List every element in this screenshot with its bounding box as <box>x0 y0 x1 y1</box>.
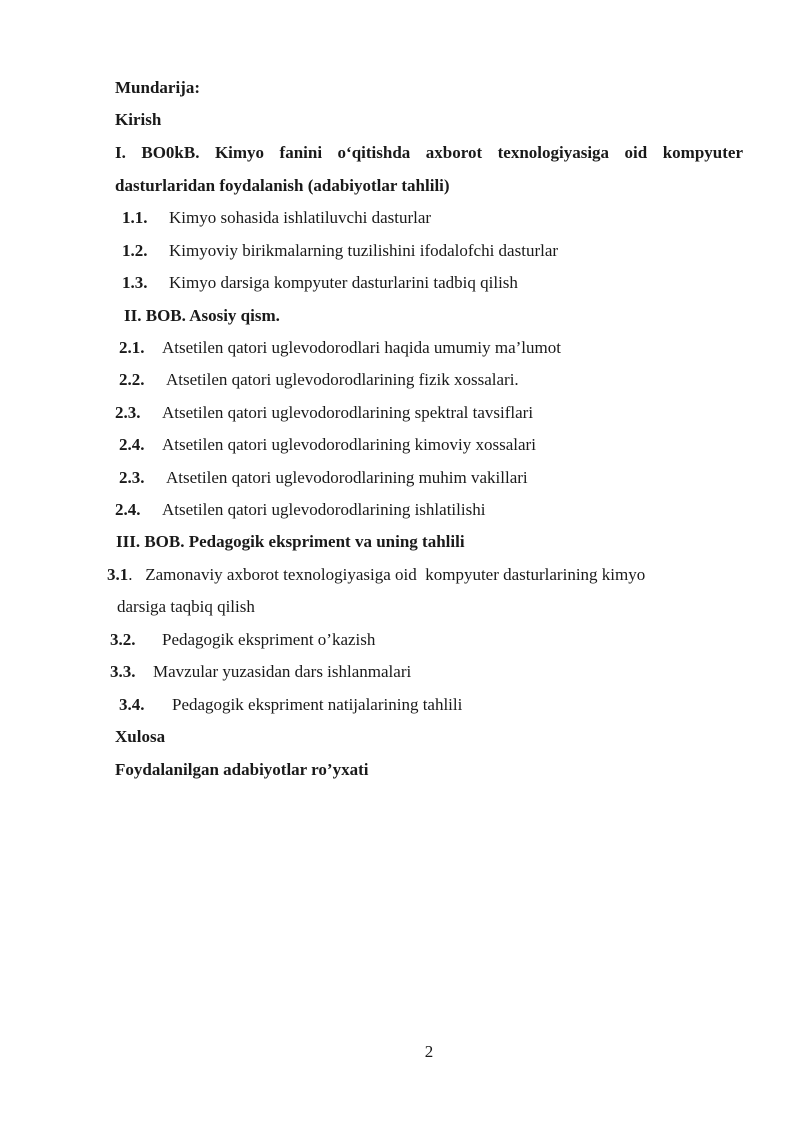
toc-item-1-3 <box>122 273 518 293</box>
toc-item-text: Kimyo sohasida ishlatiluvchi dasturlar <box>169 208 432 227</box>
toc-item-text: Atsetilen qatori uglevodorodlarining kimoviy xossalari <box>162 435 536 454</box>
toc-item-number: 2.4. <box>115 500 141 519</box>
toc-item-2-1 <box>119 338 561 358</box>
toc-intro: Kirish <box>115 110 162 129</box>
toc-item-number: 2.1. <box>119 338 145 357</box>
toc-references: Foydalanilgan adabiyotlar ro’yxati <box>115 760 369 779</box>
toc-item-text: . Zamonaviy axborot texnologiyasiga oid kompyuter dasturlarining kimyo <box>128 565 646 584</box>
toc-item-number: 3.4. <box>119 695 145 714</box>
toc-item-text: Atsetilen qatori uglevodorodlari haqida umumiy ma’lumot <box>162 338 561 357</box>
toc-conclusion: Xulosa <box>115 727 166 746</box>
chapter1-title-line2: dasturlaridan foydalanish (adabiyotlar tahlili) <box>115 176 450 195</box>
toc-item-text: Pedagogik ekspriment o’kazish <box>162 630 376 649</box>
toc-item-3-2 <box>110 630 375 650</box>
toc-item-text: Kimyoviy birikmalarning tuzilishini ifodalofchi dasturlar <box>169 241 559 260</box>
toc-item-text: Atsetilen qatori uglevodorodlarining muhim vakillari <box>166 468 528 487</box>
toc-item-text: Atsetilen qatori uglevodorodlarining fizik xossalari. <box>166 370 519 389</box>
toc-item-2-2 <box>119 370 519 390</box>
toc-heading: Mundarija: <box>115 78 200 97</box>
toc-item-2-6 <box>115 500 485 520</box>
toc-item-number: 3.2. <box>110 630 136 649</box>
toc-item-2-3 <box>115 403 533 423</box>
toc-item-number: 2.3. <box>119 468 145 487</box>
toc-item-2-4 <box>119 435 536 455</box>
chapter2-title: II. BOB. Asosiy qism. <box>124 306 280 325</box>
toc-item-3-1 <box>107 565 645 585</box>
toc-item-number: 1.1. <box>122 208 148 227</box>
toc-item-text: Pedagogik ekspriment natijalarining tahlili <box>172 695 463 714</box>
toc-item-number: 2.3. <box>115 403 141 422</box>
chapter3-title: III. BOB. Pedagogik ekspriment va uning tahlili <box>116 532 465 551</box>
toc-item-1-2 <box>122 241 558 261</box>
toc-item-3-1-continuation: darsiga taqbiq qilish <box>117 597 255 616</box>
toc-item-number: 3.3. <box>110 662 136 681</box>
toc-item-text: Atsetilen qatori uglevodorodlarining ishlatilishi <box>162 500 486 519</box>
toc-item-text: Atsetilen qatori uglevodorodlarining spektral tavsiflari <box>162 403 534 422</box>
toc-item-text: Mavzular yuzasidan dars ishlanmalari <box>153 662 412 681</box>
toc-item-number: 2.2. <box>119 370 145 389</box>
toc-item-number: 1.2. <box>122 241 148 260</box>
toc-item-3-4 <box>119 695 462 715</box>
toc-item-3-3 <box>110 662 411 682</box>
toc-item-text: Kimyo darsiga kompyuter dasturlarini tadbiq qilish <box>169 273 518 292</box>
toc-item-2-5 <box>119 468 528 488</box>
chapter1-title-line1: I. BO0kB. Kimyo fanini o‘qitishda axborot texnologiyasiga oid kompyuter <box>115 143 743 162</box>
page-number: 2 <box>424 1042 434 1061</box>
toc-item-1-1 <box>122 208 431 228</box>
toc-item-number: 1.3. <box>122 273 148 292</box>
toc-item-number: 3.1 <box>107 565 129 584</box>
toc-item-number: 2.4. <box>119 435 145 454</box>
